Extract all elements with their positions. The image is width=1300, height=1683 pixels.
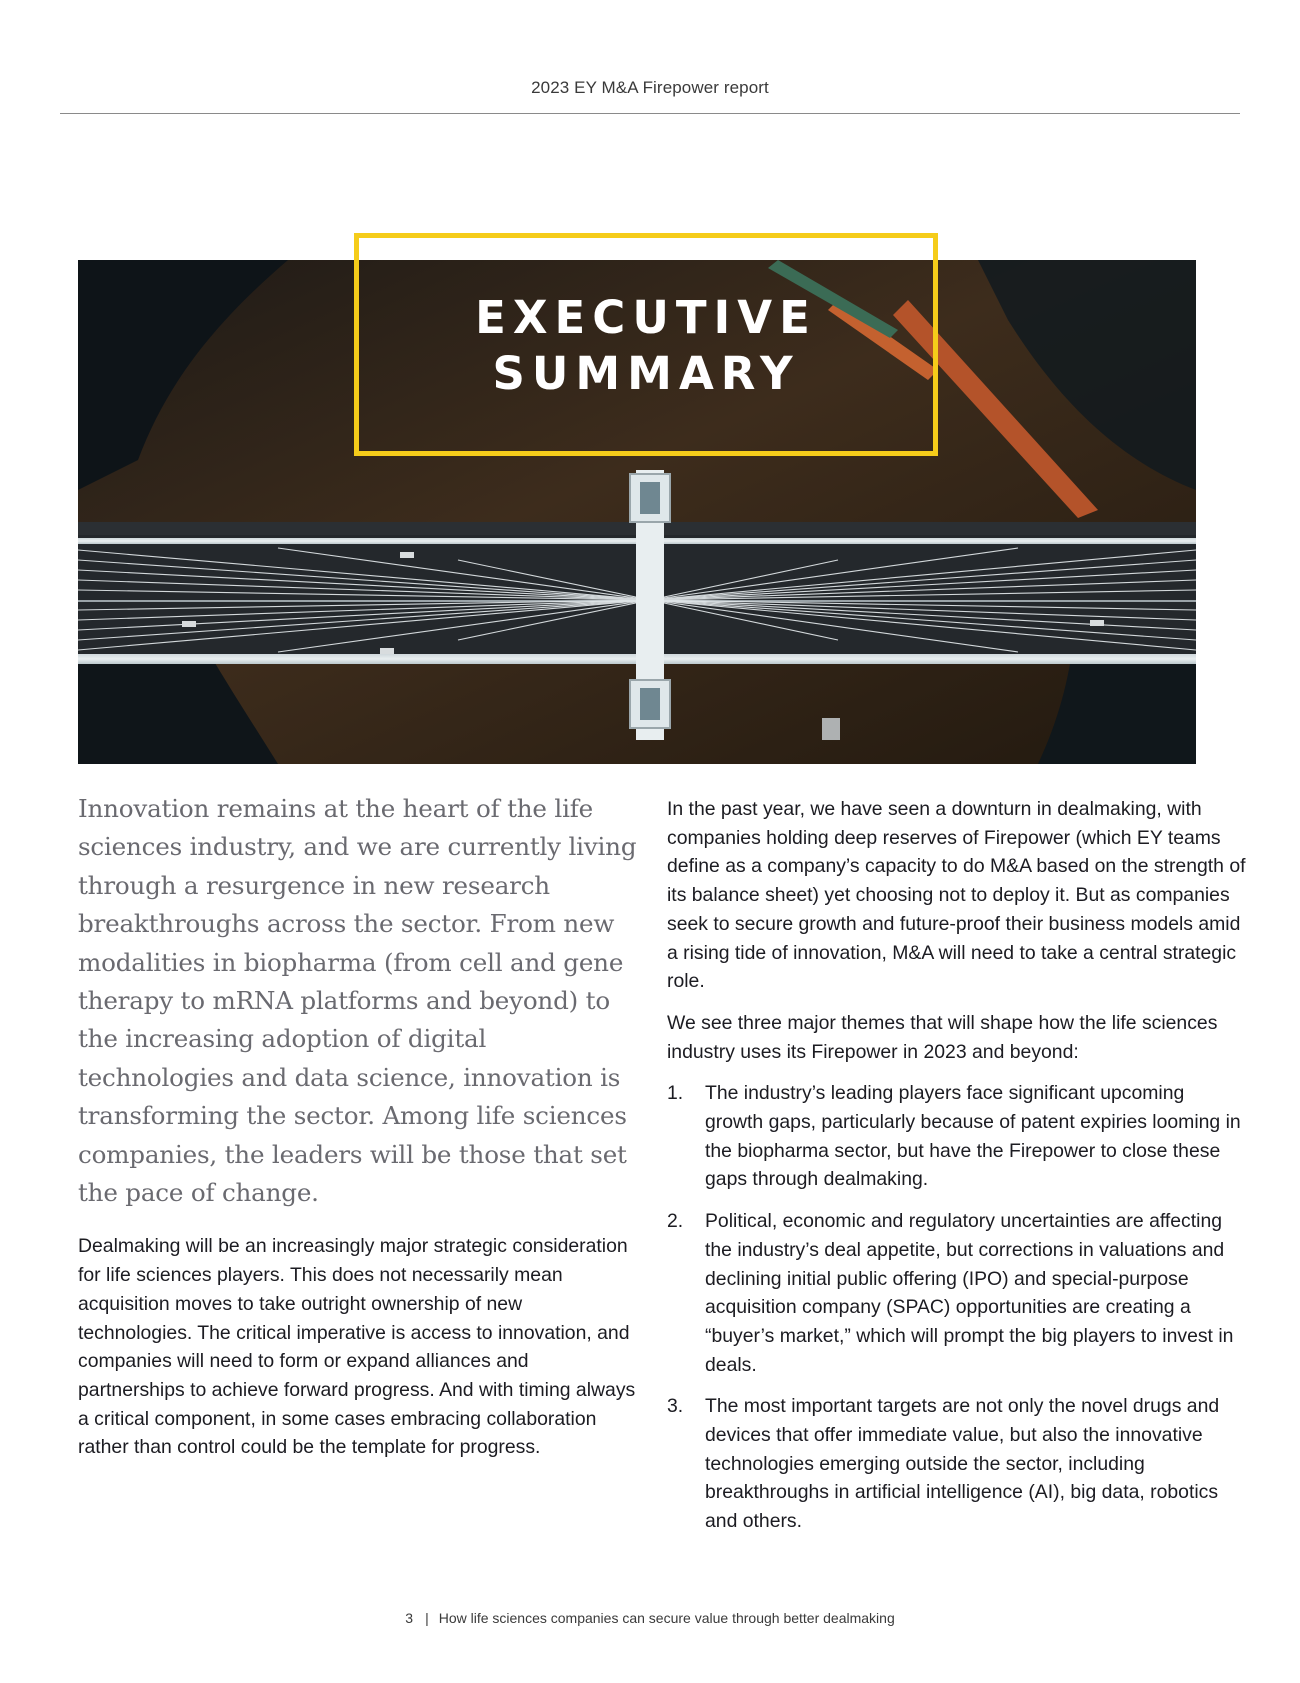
intro-paragraph: In the past year, we have seen a downturn in dealmaking, with companies holding deep reserves of Firepower (which EY teams define as a company’s capacity to do M&A based on the strength of its balance sheet) yet choosing not to deploy it. But as companies seek to secure growth and future-proof their business models amid a rising tide of innovation, M&A will need to take a central strategic role. [667, 798, 1246, 993]
list-item [667, 1392, 1247, 1536]
page-footer [0, 1610, 1300, 1626]
list-item-text: The industry’s leading players face significant upcoming growth gaps, particularly because of patent expiries looming in the biopharma sector, but have the Firepower to close these gaps through dealmaking. [705, 1082, 1241, 1191]
hero-title [354, 290, 938, 402]
hero-title-line2: SUMMARY [492, 347, 800, 400]
hero-title-line1: EXECUTIVE [475, 291, 817, 344]
themes-intro-paragraph: We see three major themes that will shape how the life sciences industry uses its Firepower in 2023 and beyond: [667, 1011, 1218, 1063]
footer-separator: | [425, 1610, 429, 1626]
right-column [667, 795, 1247, 1549]
list-item-number: 1. [667, 1082, 684, 1105]
list-item-number: 2. [667, 1210, 684, 1233]
lead-paragraph: Innovation remains at the heart of the life sciences industry, and we are currently living through a resurgence in new research breakthroughs across the sector. From new modalities in biopharma (from cell and gene therapy to mRNA platforms and beyond) to the increasing adoption of digital technologies and data science, innovation is transforming the sector. Among life sciences companies, the leaders will be those that set the pace of change. [78, 794, 637, 1208]
list-item [667, 1207, 1247, 1379]
list-item-text: Political, economic and regulatory uncertainties are affecting the industry’s deal appetite, but corrections in valuations and declining initial public offering (IPO) and special-purpose acquisition company (SPAC) opportunities are creating a “buyer’s market,” which will prompt the big players to invest in deals. [705, 1210, 1234, 1376]
footer-text: How life sciences companies can secure value through better dealmaking [438, 1610, 895, 1626]
page-number: 3 [405, 1610, 414, 1626]
list-item [667, 1079, 1247, 1194]
themes-list [667, 1079, 1247, 1536]
left-column [78, 790, 638, 1462]
list-item-number: 3. [667, 1395, 684, 1418]
header-rule [60, 113, 1240, 114]
list-item-text: The most important targets are not only the novel drugs and devices that offer immediate value, but also the innovative technologies emerging outside the sector, including breakthroughs in artificial intelligence (AI), big data, robotics and others. [705, 1395, 1220, 1533]
running-header: 2023 EY M&A Firepower report [531, 78, 769, 97]
body-paragraph: Dealmaking will be an increasingly major strategic consideration for life sciences players. This does not necessarily mean acquisition moves to take outright ownership of new technologies. The critical imperative is access to innovation, and companies will need to form or expand alliances and partnerships to achieve forward progress. And with timing always a critical component, in some cases embracing collaboration rather than control could be the template for progress. [78, 1235, 636, 1459]
